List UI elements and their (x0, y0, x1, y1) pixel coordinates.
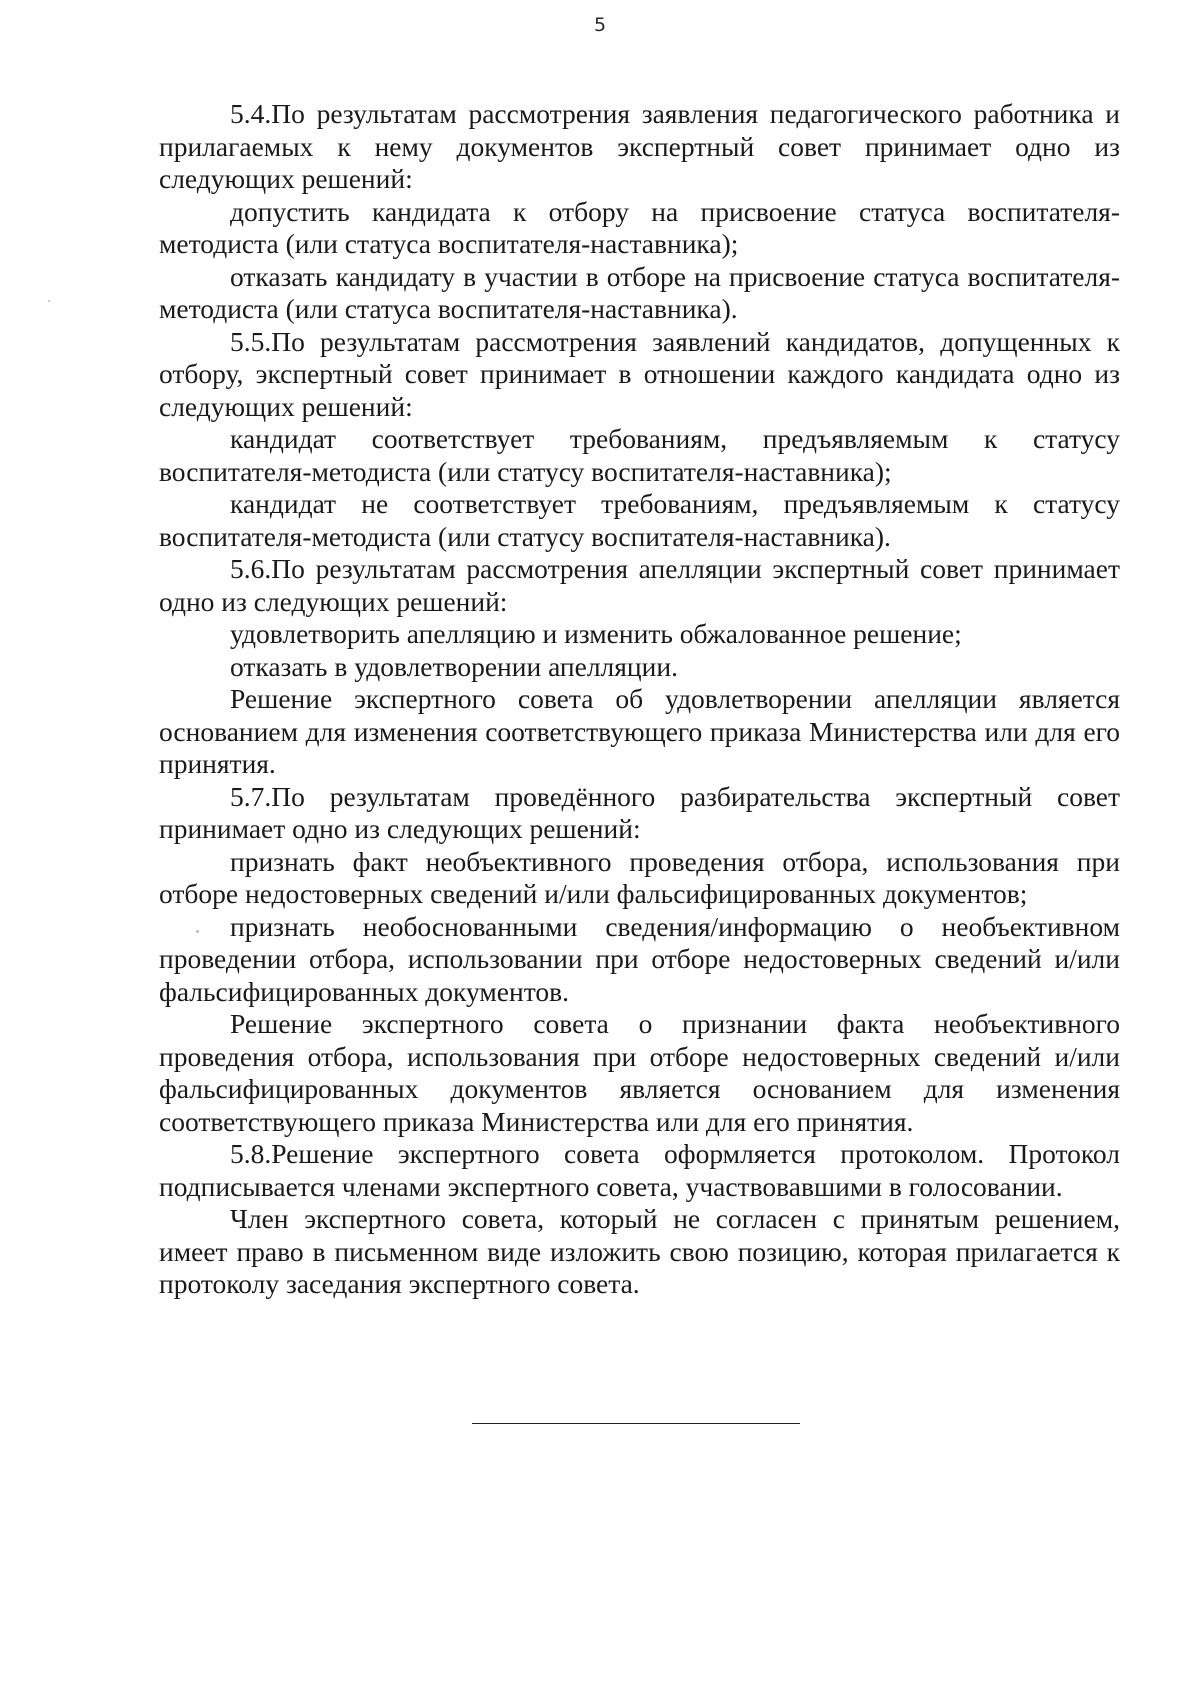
paragraph-5-4-option-refuse: отказать кандидату в участии в отборе на присвоение статуса воспитателя-методиста (или статуса воспитателя-наставника). (159, 260, 1120, 324)
paragraph-5-5-option-compliant: кандидат соответствует требованиям, предъявляемым к статусу воспитателя-методиста (или статусу воспитателя-наставника); (159, 423, 1120, 487)
paragraph-5-7-option-recognize: признать факт необъективного проведения отбора, использования при отборе недостоверных сведений и/или фальсифицированных документов; (159, 845, 1120, 909)
scan-speck (196, 930, 199, 933)
paragraph-5-4-option-admit: допустить кандидата к отбору на присвоение статуса воспитателя-методиста (или статуса воспитателя-наставника); (159, 195, 1120, 259)
paragraph-5-7-note: Решение экспертного совета о признании факта необъективного проведения отбора, использования при отборе недостоверных сведений и/или фальсифицированных документов является основанием для изменения соответствующего приказа Министерства или для его принятия. (159, 1008, 1120, 1137)
paragraph-5-7: 5.7.По результатам проведённого разбирательства экспертный совет принимает одно из следующих решений: (159, 780, 1120, 844)
page-number: 5 (593, 14, 607, 36)
end-separator-line (472, 1423, 800, 1424)
paragraph-5-6-option-satisfy: удовлетворить апелляцию и изменить обжалованное решение; (230, 618, 962, 649)
paragraph-5-4: 5.4.По результатам рассмотрения заявления педагогического работника и прилагаемых к нему документов экспертный совет принимает одно из следующих решений: (159, 98, 1120, 194)
paragraph-5-6-note: Решение экспертного совета об удовлетворении апелляции является основанием для изменения соответствующего приказа Министерства или для его принятия. (159, 683, 1120, 779)
paragraph-5-6: 5.6.По результатам рассмотрения апелляции экспертный совет принимает одно из следующих решений: (159, 553, 1120, 617)
paragraph-5-8: 5.8.Решение экспертного совета оформляется протоколом. Протокол подписывается членами экспертного совета, участвовавшими в голосовании. (159, 1138, 1120, 1202)
paragraph-5-5-option-noncompliant: кандидат не соответствует требованиям, предъявляемым к статусу воспитателя-методиста (или статусу воспитателя-наставника). (159, 488, 1120, 552)
document-body (159, 98, 1120, 1301)
paragraph-5-8-dissent: Член экспертного совета, который не согласен с принятым решением, имеет право в письменном виде изложить свою позицию, которая прилагается к протоколу заседания экспертного совета. (159, 1203, 1120, 1299)
paragraph-5-5: 5.5.По результатам рассмотрения заявлений кандидатов, допущенных к отбору, экспертный совет принимает в отношении каждого кандидата одно из следующих решений: (159, 325, 1120, 422)
paragraph-5-7-option-unfounded: признать необоснованными сведения/информацию о необъективном проведении отбора, использовании при отборе недостоверных сведений и/или фальсифицированных документов. (159, 910, 1120, 1007)
scan-speck (48, 300, 50, 302)
paragraph-5-6-option-refuse: отказать в удовлетворении апелляции. (230, 650, 678, 682)
